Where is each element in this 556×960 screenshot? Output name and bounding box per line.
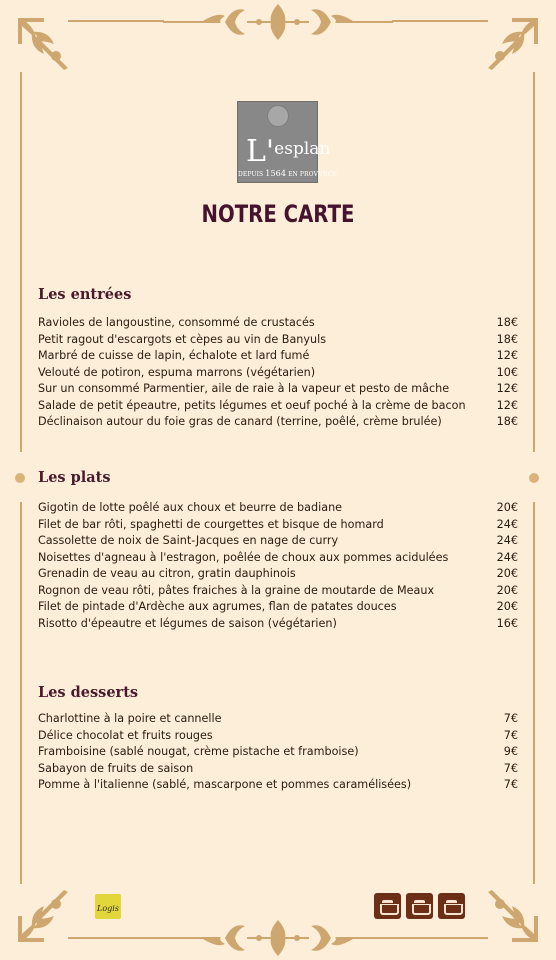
cocotte-icon	[374, 893, 401, 919]
frame-right-line-lower	[533, 502, 535, 884]
menu-item: Sur un consommé Parmentier, aile de raie à la vapeur et pesto de mâche 12€	[38, 382, 518, 395]
bottom-flourish-icon	[163, 918, 393, 958]
frame-left-line-upper	[20, 72, 22, 452]
frame-bottom-left-line	[68, 937, 164, 939]
menu-item: Ravioles de langoustine, consommé de crustacés 18€	[38, 316, 518, 329]
section-title-plats: Les plats	[38, 469, 111, 486]
logo-wordmark: L'esplan	[246, 134, 331, 169]
cocotte-icon	[406, 893, 433, 919]
right-ornament-dot	[529, 473, 539, 483]
corner-ornament-icon	[482, 886, 542, 946]
menu-item: Grenadin de veau au citron, gratin dauphinois 20€	[38, 567, 518, 580]
corner-ornament-icon	[14, 886, 74, 946]
menu-item: Marbré de cuisse de lapin, échalote et lard fumé 12€	[38, 349, 518, 362]
frame-bottom-right-line	[392, 937, 488, 939]
section-title-desserts: Les desserts	[38, 684, 139, 701]
crest-icon	[267, 105, 289, 127]
entrees-list	[38, 315, 518, 431]
menu-item: Cassolette de noix de Saint-Jacques en nage de curry 24€	[38, 534, 518, 547]
menu-item: Risotto d'épeautre et légumes de saison (végétarien) 16€	[38, 616, 518, 630]
page-title: NOTRE CARTE	[201, 200, 355, 228]
desserts-list	[38, 711, 518, 794]
menu-item: Filet de bar rôti, spaghetti de courgettes et bisque de homard 24€	[38, 517, 518, 531]
frame-left-line-lower	[20, 502, 22, 884]
frame-right-line-upper	[533, 72, 535, 452]
logis-badge-icon: Logis	[95, 894, 121, 919]
menu-item: Sabayon de fruits de saison 7€	[38, 761, 518, 775]
menu-item: Velouté de potiron, espuma marrons (végétarien) 10€	[38, 365, 518, 379]
plats-list	[38, 500, 518, 632]
menu-item: Délice chocolat et fruits rouges 7€	[38, 728, 518, 742]
menu-item: Noisettes d'agneau à l'estragon, poêlée de choux aux pommes acidulées 24€	[38, 550, 518, 564]
top-flourish-icon	[163, 2, 393, 42]
menu-item: Framboisine (sablé nougat, crème pistache et framboise) 9€	[38, 745, 518, 758]
menu-item: Charlottine à la poire et cannelle 7€	[38, 712, 518, 725]
menu-item: Gigotin de lotte poêlé aux choux et beurre de badiane 20€	[38, 501, 518, 514]
menu-item: Déclinaison autour du foie gras de canard (terrine, poêlé, crème brulée) 18€	[38, 415, 518, 428]
menu-item: Salade de petit épeautre, petits légumes et oeuf poché à la crème de bacon 12€	[38, 398, 518, 412]
corner-ornament-icon	[482, 14, 542, 74]
section-title-entrees: Les entrées	[38, 286, 132, 303]
frame-top-left-line	[68, 20, 164, 22]
menu-item: Rognon de veau rôti, pâtes fraiches à la graine de moutarde de Meaux 20€	[38, 583, 518, 597]
restaurant-logo	[237, 101, 338, 183]
corner-ornament-icon	[14, 14, 74, 74]
menu-item: Filet de pintade d'Ardèche aux agrumes, flan de patates douces 20€	[38, 600, 518, 613]
cocotte-icon	[438, 893, 465, 919]
logo-tagline: DEPUIS 1564 EN PROVENCE	[238, 169, 338, 178]
left-ornament-dot	[15, 473, 25, 483]
frame-top-right-line	[392, 20, 488, 22]
menu-item: Pomme à l'italienne (sablé, mascarpone et pommes caramélisées) 7€	[38, 778, 518, 791]
menu-item: Petit ragout d'escargots et cèpes au vin de Banyuls 18€	[38, 332, 518, 346]
